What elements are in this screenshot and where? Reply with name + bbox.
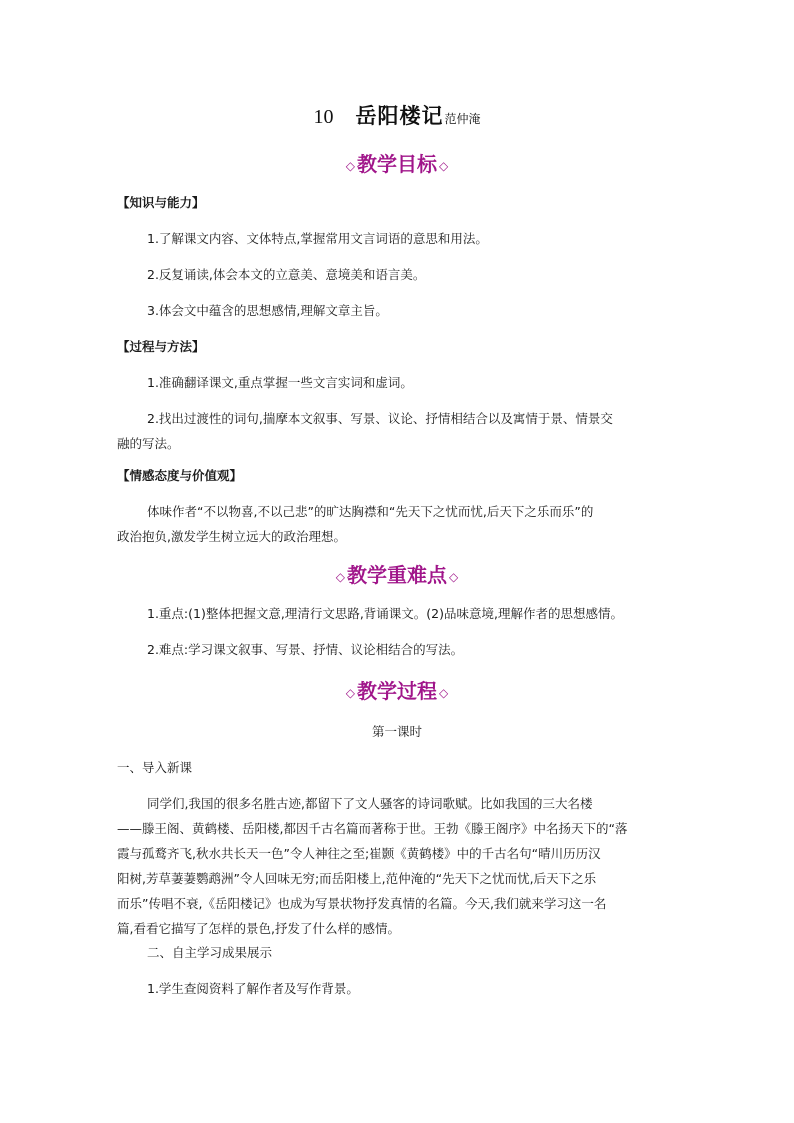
intro-line-2: ——滕王阁、黄鹤楼、岳阳楼,都因千古名篇而著称于世。王勃《滕王阁序》中名扬天下的“落	[117, 821, 628, 836]
step2-label: 二、自主学习成果展示	[147, 945, 273, 960]
step2-item-1: 1.学生查阅资料了解作者及写作背景。	[147, 981, 359, 996]
step1-label: 一、导入新课	[117, 760, 193, 775]
intro-line-5: 而乐”传唱不衰,《岳阳楼记》也成为写景状物抒发真情的名篇。今天,我们就来学习这一名	[117, 896, 607, 911]
section-heading-text: 教学重难点	[347, 563, 447, 587]
lesson-author: 范仲淹	[444, 112, 481, 126]
values-line-1: 体味作者“不以物喜,不以己悲”的旷达胸襟和“先天下之忧而忧,后天下之乐而乐”的	[147, 504, 594, 519]
intro-line-4: 阳树,芳草萋萋鹦鹉洲”令人回味无穷;而岳阳楼上,范仲淹的“先天下之忧而忧,后天下之乐	[117, 871, 597, 886]
knowledge-item-2: 2.反复诵读,体会本文的立意美、意境美和语言美。	[147, 267, 426, 282]
process-label: 【过程与方法】	[117, 339, 205, 354]
lesson-number: 10	[313, 106, 334, 128]
diamond-icon: ◇	[335, 570, 345, 584]
lesson-title-text: 岳阳楼记	[355, 104, 444, 128]
section-heading-text: 教学目标	[357, 152, 437, 176]
values-line-2: 政治抱负,激发学生树立远大的政治理想。	[117, 529, 346, 544]
values-label: 【情感态度与价值观】	[117, 468, 243, 483]
diamond-icon: ◇	[449, 570, 459, 584]
knowledge-item-3: 3.体会文中蕴含的思想感情,理解文章主旨。	[147, 303, 388, 318]
intro-line-3: 霞与孤鹜齐飞,秋水共长天一色”令人神往之至;崔颢《黄鹤楼》中的千古名句“晴川历历汉	[117, 846, 601, 861]
knowledge-item-1: 1.了解课文内容、文体特点,掌握常用文言词语的意思和用法。	[147, 231, 488, 246]
process-item-2: 2.找出过渡性的词句,揣摩本文叙事、写景、议论、抒情相结合以及寓情于景、情景交	[147, 411, 613, 426]
section-heading-process	[0, 677, 794, 707]
lesson-title	[0, 101, 794, 134]
period-label: 第一课时	[371, 724, 422, 739]
diamond-icon: ◇	[345, 159, 355, 173]
process-item-1: 1.准确翻译课文,重点掌握一些文言实词和虚词。	[147, 375, 413, 390]
section-heading-text: 教学过程	[357, 679, 437, 703]
section-heading-objectives	[0, 150, 794, 180]
key-point-1: 1.重点:(1)整体把握文意,理清行文思路,背诵课文。(2)品味意境,理解作者的思想感情。	[147, 606, 623, 621]
diamond-icon: ◇	[345, 686, 355, 700]
process-item-2-cont: 融的写法。	[117, 436, 180, 451]
diamond-icon: ◇	[439, 159, 449, 173]
diamond-icon: ◇	[439, 686, 449, 700]
intro-line-6: 篇,看看它描写了怎样的景色,抒发了什么样的感情。	[117, 921, 400, 936]
section-heading-key-points	[0, 561, 794, 591]
key-point-2: 2.难点:学习课文叙事、写景、抒情、议论相结合的写法。	[147, 642, 464, 657]
intro-line-1: 同学们,我国的很多名胜古迹,都留下了文人骚客的诗词歌赋。比如我国的三大名楼	[147, 796, 593, 811]
knowledge-label: 【知识与能力】	[117, 195, 205, 210]
